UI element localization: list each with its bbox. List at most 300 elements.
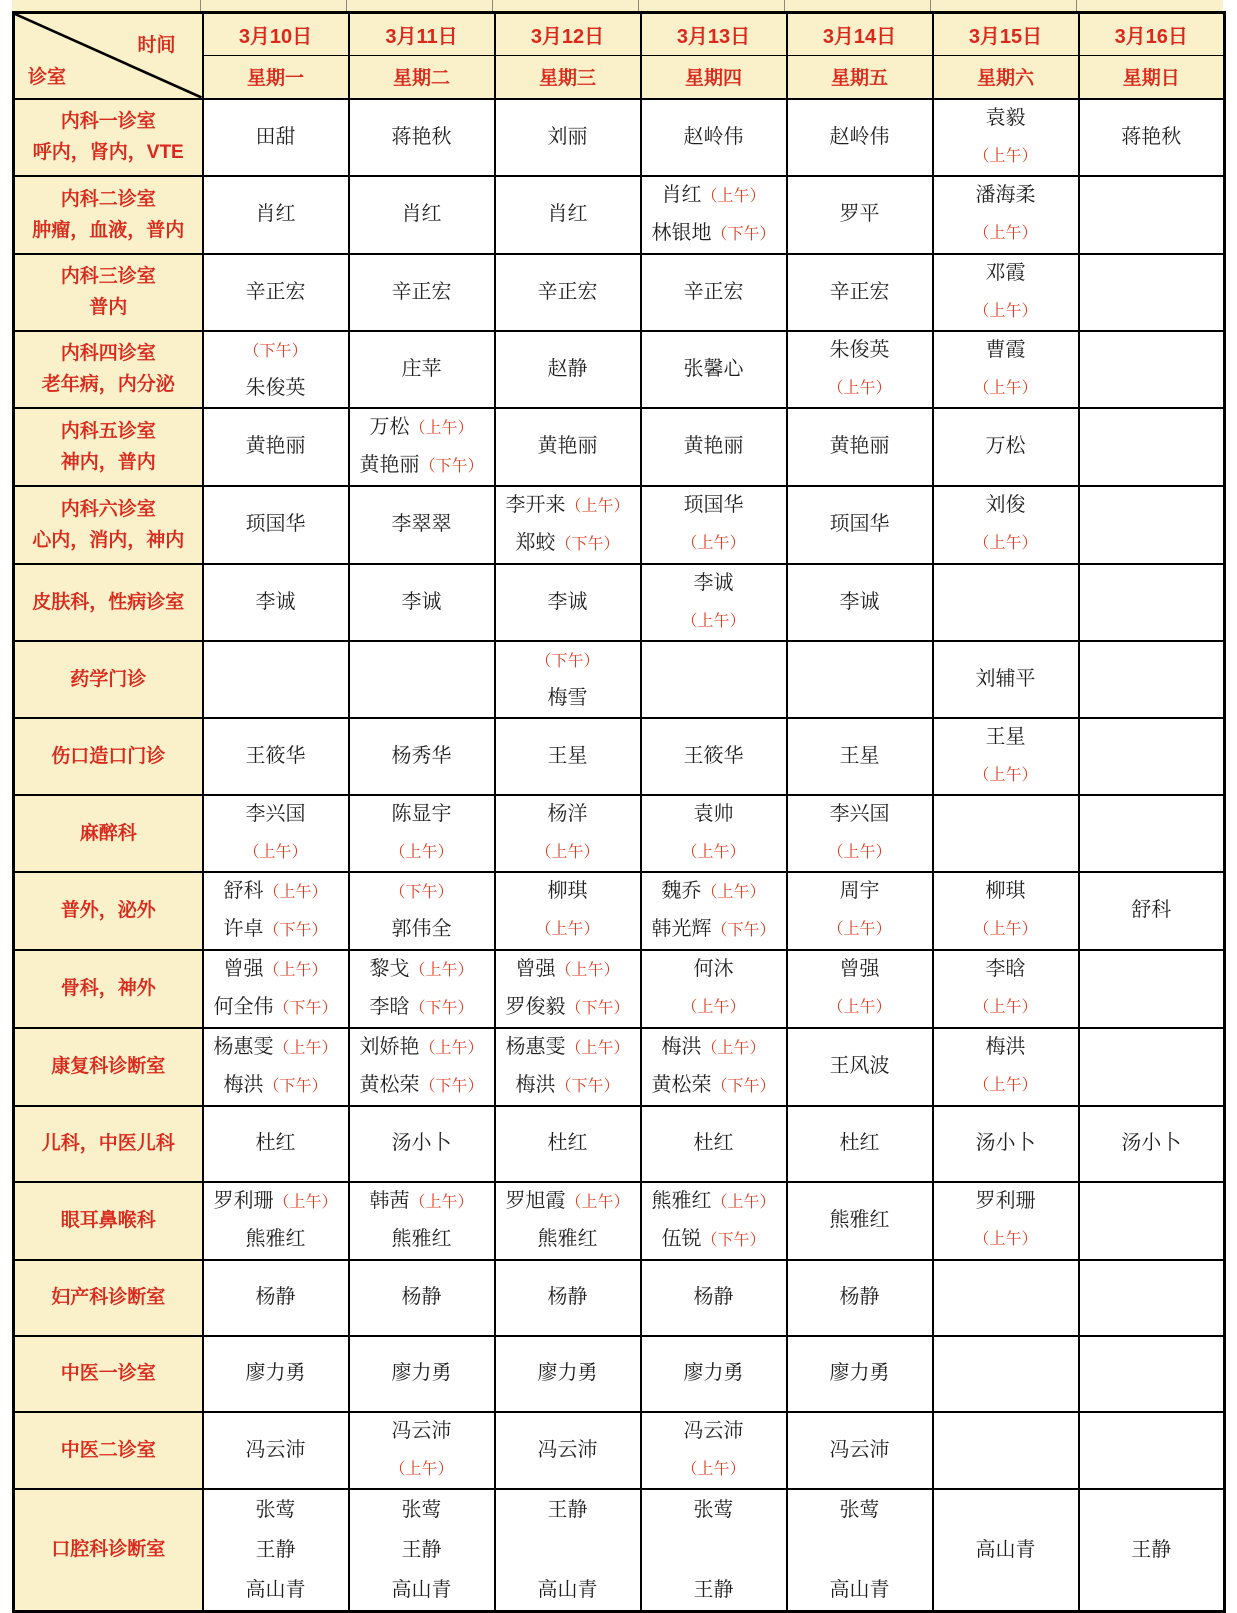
schedule-line	[204, 370, 348, 407]
schedule-line	[1080, 892, 1224, 929]
department-label: 眼耳鼻喉科	[60, 1210, 156, 1231]
schedule-line	[350, 1183, 494, 1221]
schedule-cell	[1079, 872, 1225, 950]
schedule-cell	[1079, 486, 1225, 564]
schedule-line	[350, 989, 494, 1027]
schedule-cell	[1079, 1028, 1225, 1106]
time-note: （上午）	[681, 535, 746, 552]
schedule-line	[788, 1279, 932, 1316]
doctor-name: 杨惠雯	[213, 1035, 274, 1058]
schedule-cell	[203, 486, 349, 564]
department-cell	[14, 950, 203, 1028]
doctor-name: 黄艳丽	[245, 435, 306, 457]
doctor-name: 王星	[839, 744, 880, 767]
schedule-cell	[787, 331, 933, 408]
doctor-name: 黄艳丽	[829, 435, 890, 457]
schedule-line	[350, 1067, 494, 1105]
schedule-cell	[787, 1028, 933, 1106]
doctor-name: 何沐	[693, 958, 734, 980]
schedule-cell	[641, 99, 787, 176]
schedule-line	[934, 661, 1078, 698]
schedule-line	[350, 506, 494, 543]
department-label: 中医一诊室	[60, 1363, 156, 1384]
schedule-line	[788, 428, 932, 465]
doctor-name: 李诚	[839, 590, 880, 613]
time-note: （上午）	[973, 766, 1038, 784]
schedule-line	[496, 1221, 640, 1258]
schedule-line	[204, 833, 348, 871]
schedule-cell	[1079, 254, 1225, 331]
table-body	[14, 99, 1225, 1612]
schedule-cell	[933, 795, 1079, 872]
doctor-name: 肖红	[547, 203, 588, 225]
schedule-cell	[641, 1412, 787, 1489]
schedule-line	[496, 1355, 640, 1392]
doctor-name: 王静	[693, 1578, 734, 1601]
schedule-line	[496, 351, 640, 388]
schedule-cell	[349, 99, 495, 176]
schedule-cell	[203, 331, 349, 408]
table-row	[14, 1260, 1225, 1336]
department-label: 伤口造口门诊	[51, 745, 166, 767]
schedule-cell	[495, 1412, 641, 1489]
schedule-cell	[495, 1260, 641, 1336]
doctor-name: 李诚	[255, 590, 296, 613]
schedule-line	[496, 680, 640, 717]
department-label: 内科二诊室	[60, 188, 156, 210]
schedule-line	[788, 988, 932, 1026]
department-cell	[14, 254, 203, 331]
schedule-cell	[787, 176, 933, 254]
schedule-cell	[495, 99, 641, 176]
time-note: （上午）	[409, 419, 474, 437]
schedule-cell	[495, 176, 641, 254]
department-cell	[14, 1260, 203, 1336]
weekday-header-3: 星期四	[641, 56, 787, 99]
schedule-cell	[349, 1489, 495, 1612]
time-note: （上午）	[973, 1077, 1038, 1094]
department-label: 心内，消内，神内	[32, 529, 185, 551]
schedule-cell	[1079, 718, 1225, 795]
table-row	[14, 331, 1225, 408]
doctor-name: 韩茜	[369, 1190, 410, 1212]
doctor-name: 罗利珊	[975, 1190, 1036, 1212]
schedule-line	[642, 487, 786, 524]
department-cell	[14, 486, 203, 564]
schedule-cell	[787, 1260, 933, 1336]
schedule-cell	[1079, 795, 1225, 872]
schedule-cell	[787, 795, 933, 872]
schedule-line	[350, 1221, 494, 1258]
department-cell	[14, 795, 203, 872]
doctor-name: 罗平	[839, 203, 880, 225]
schedule-line	[788, 1202, 932, 1239]
date-header-2: 3月12日	[495, 13, 641, 56]
schedule-line	[642, 602, 786, 640]
schedule-line	[350, 1279, 494, 1316]
schedule-cell	[641, 872, 787, 950]
doctor-name: 杨静	[547, 1286, 588, 1308]
doctor-name: 高山青	[975, 1538, 1036, 1561]
doctor-name: 李翠翠	[391, 513, 452, 535]
doctor-name: 赵静	[547, 357, 588, 380]
doctor-name: 高山青	[391, 1578, 452, 1601]
doctor-name: 王星	[985, 725, 1026, 748]
doctor-name: 辛正宏	[683, 280, 744, 303]
schedule-line	[350, 196, 494, 233]
table-row	[14, 564, 1225, 641]
schedule-line	[204, 1067, 348, 1105]
schedule-line	[496, 525, 640, 563]
schedule-line	[204, 873, 348, 911]
schedule-line	[496, 274, 640, 311]
schedule-line	[350, 351, 494, 388]
time-note: （下午）	[711, 225, 776, 243]
doctor-name: 刘俊	[985, 494, 1026, 516]
department-label: 老年病，内分泌	[41, 374, 175, 395]
schedule-cell	[1079, 1336, 1225, 1412]
schedule-cell	[641, 718, 787, 795]
doctor-name: 田甜	[255, 125, 296, 148]
doctor-name: 张莺	[255, 1498, 296, 1521]
department-label: 麻醉科	[79, 822, 137, 844]
doctor-name: 曾强	[223, 957, 264, 980]
schedule-cell	[1079, 1260, 1225, 1336]
schedule-line	[642, 873, 786, 911]
schedule-line	[642, 1413, 786, 1450]
schedule-cell	[787, 564, 933, 641]
doctor-name: 舒科	[223, 879, 264, 902]
date-header-4: 3月14日	[787, 13, 933, 56]
time-note: （上午）	[409, 961, 474, 979]
schedule-line	[934, 369, 1078, 407]
schedule-line	[496, 584, 640, 621]
doctor-name: 熊雅红	[537, 1228, 598, 1250]
doctor-name: 黄艳丽	[683, 435, 744, 457]
schedule-cell	[203, 1336, 349, 1412]
table-row	[14, 1412, 1225, 1489]
doctor-name: 曾强	[839, 958, 880, 980]
schedule-line	[788, 196, 932, 233]
doctor-name: 黄松荣	[651, 1073, 712, 1096]
time-note: （上午）	[973, 535, 1038, 552]
department-label: 内科六诊室	[60, 498, 156, 520]
schedule-line	[350, 833, 494, 871]
time-note: （上午）	[273, 1039, 338, 1057]
time-note: （上午）	[973, 999, 1038, 1016]
corner-label-time: 时间	[137, 35, 176, 56]
time-note: （上午）	[389, 843, 454, 861]
schedule-cell	[495, 950, 641, 1028]
schedule-line	[934, 1029, 1078, 1066]
department-label: 内科三诊室	[60, 266, 156, 287]
schedule-line	[788, 332, 932, 369]
cropped-row-sliver	[12, 0, 1225, 11]
time-note: （下午）	[555, 535, 620, 553]
schedule-line	[788, 1570, 932, 1610]
doctor-name: 柳琪	[985, 880, 1026, 902]
schedule-line	[496, 738, 640, 775]
doctor-name: 黎戈	[369, 957, 410, 980]
schedule-cell	[203, 1106, 349, 1182]
schedule-line	[934, 332, 1078, 369]
doctor-name: 杜红	[839, 1132, 880, 1154]
doctor-name: 陈显宇	[391, 802, 452, 825]
department-label: 神内，普内	[60, 451, 156, 473]
schedule-line	[496, 796, 640, 833]
schedule-cell	[1079, 1489, 1225, 1612]
doctor-name: 王筱华	[683, 744, 744, 767]
department-cell	[14, 1028, 203, 1106]
schedule-line	[204, 951, 348, 989]
department-cell	[14, 1106, 203, 1182]
time-note: （上午）	[565, 497, 630, 515]
table-row	[14, 795, 1225, 872]
schedule-line	[350, 911, 494, 948]
schedule-cell	[1079, 950, 1225, 1028]
time-note: （上午）	[243, 843, 308, 861]
doctor-name: 李晗	[985, 958, 1026, 980]
schedule-cell	[1079, 99, 1225, 176]
schedule-line	[934, 487, 1078, 524]
schedule-cell	[495, 872, 641, 950]
schedule-cell	[933, 718, 1079, 795]
department-cell	[14, 564, 203, 641]
schedule-line	[204, 274, 348, 311]
doctor-name: 蒋艳秋	[391, 125, 452, 148]
schedule-cell	[203, 99, 349, 176]
schedule-line	[204, 989, 348, 1027]
schedule-cell	[349, 486, 495, 564]
department-label: 中医二诊室	[60, 1439, 156, 1461]
schedule-line	[350, 119, 494, 156]
schedule-line	[204, 1279, 348, 1316]
doctor-name: 辛正宏	[537, 280, 598, 303]
department-label: 骨科，神外	[60, 978, 156, 999]
schedule-cell	[349, 718, 495, 795]
schedule-cell	[495, 1336, 641, 1412]
schedule-line	[350, 447, 494, 485]
schedule-cell	[1079, 641, 1225, 718]
time-note: （下午）	[263, 1077, 328, 1095]
schedule-line	[204, 428, 348, 465]
doctor-name: 熊雅红	[829, 1209, 890, 1231]
doctor-name: 梅洪	[661, 1035, 702, 1058]
schedule-line	[788, 274, 932, 311]
schedule-line	[204, 119, 348, 156]
schedule-cell	[349, 1260, 495, 1336]
schedule-cell	[349, 950, 495, 1028]
time-note: （下午）	[409, 999, 474, 1017]
schedule-line	[496, 951, 640, 989]
doctor-name: 王筱华	[245, 744, 306, 767]
doctor-name: 王静	[1131, 1538, 1172, 1561]
schedule-cell	[641, 486, 787, 564]
schedule-line	[204, 1355, 348, 1392]
schedule-cell	[495, 1106, 641, 1182]
doctor-name: 李兴国	[829, 802, 890, 825]
schedule-cell	[495, 408, 641, 486]
schedule-line	[642, 1183, 786, 1221]
schedule-line	[350, 1355, 494, 1392]
schedule-line	[204, 1490, 348, 1530]
schedule-cell	[1079, 1412, 1225, 1489]
doctor-name: 袁帅	[693, 802, 734, 825]
doctor-name: 潘海柔	[975, 184, 1036, 206]
table-header	[14, 13, 1225, 99]
schedule-line	[788, 1048, 932, 1085]
schedule-cell	[933, 641, 1079, 718]
schedule-cell	[349, 408, 495, 486]
schedule-line	[496, 873, 640, 910]
schedule-cell	[933, 486, 1079, 564]
time-note: （上午）	[681, 612, 746, 630]
schedule-line	[642, 119, 786, 156]
schedule-cell	[203, 950, 349, 1028]
schedule-cell	[787, 1182, 933, 1260]
schedule-cell	[933, 564, 1079, 641]
doctor-name: 王星	[547, 744, 588, 767]
schedule-line	[496, 1183, 640, 1221]
schedule-line	[204, 738, 348, 775]
schedule-line	[350, 738, 494, 775]
schedule-cell	[787, 1489, 933, 1612]
schedule-cell	[787, 1412, 933, 1489]
doctor-name: 周宇	[839, 880, 880, 902]
schedule-line	[642, 565, 786, 602]
date-header-1: 3月11日	[349, 13, 495, 56]
schedule-cell	[641, 950, 787, 1028]
schedule-line	[642, 524, 786, 562]
doctor-name: 高山青	[245, 1578, 306, 1601]
time-note: （下午）	[711, 921, 776, 939]
department-label: 皮肤科，性病诊室	[32, 591, 185, 613]
time-note: （上午）	[827, 379, 892, 397]
time-note: （下午）	[555, 1077, 620, 1095]
schedule-cell	[349, 254, 495, 331]
time-note: （上午）	[389, 1460, 454, 1478]
schedule-cell	[933, 1260, 1079, 1336]
schedule-cell	[349, 1182, 495, 1260]
schedule-cell	[641, 564, 787, 641]
doctor-name: 韩光辉	[651, 917, 712, 940]
schedule-cell	[1079, 564, 1225, 641]
schedule-line	[788, 1432, 932, 1469]
schedule-cell	[1079, 331, 1225, 408]
schedule-cell	[349, 1106, 495, 1182]
schedule-cell	[641, 1260, 787, 1336]
doctor-name: 汤小卜	[391, 1132, 452, 1154]
doctor-name: 杨静	[255, 1286, 296, 1308]
time-note: （上午）	[973, 147, 1038, 165]
schedule-cell	[787, 872, 933, 950]
schedule-line	[788, 584, 932, 621]
department-cell	[14, 99, 203, 176]
doctor-name: 庄苹	[401, 357, 442, 380]
doctor-name: 刘娇艳	[359, 1035, 420, 1058]
doctor-name: 张莺	[839, 1498, 880, 1521]
schedule-line	[496, 1432, 640, 1469]
time-note: （上午）	[827, 843, 892, 861]
time-note: （下午）	[263, 921, 328, 939]
schedule-cell	[641, 408, 787, 486]
schedule-line	[204, 196, 348, 233]
doctor-name: 梅洪	[223, 1073, 264, 1096]
schedule-line	[496, 1125, 640, 1162]
schedule-cell	[495, 795, 641, 872]
table-row	[14, 1106, 1225, 1182]
schedule-line	[934, 719, 1078, 756]
doctor-name: 李诚	[693, 571, 734, 594]
doctor-name: 罗利珊	[213, 1190, 274, 1212]
schedule-cell	[641, 641, 787, 718]
doctor-name: 伍锐	[661, 1227, 702, 1250]
doctor-name: 李诚	[401, 590, 442, 613]
doctor-name: 汤小卜	[975, 1132, 1036, 1154]
schedule-cell	[787, 99, 933, 176]
schedule-line	[350, 951, 494, 989]
department-cell	[14, 872, 203, 950]
department-cell	[14, 1182, 203, 1260]
doctor-name: 冯云沛	[391, 1419, 452, 1442]
weekday-header-6: 星期日	[1079, 56, 1225, 99]
schedule-line	[350, 1490, 494, 1530]
schedule-line	[350, 409, 494, 447]
time-note: （下午）	[243, 342, 308, 360]
time-note: （下午）	[419, 1077, 484, 1095]
schedule-line	[642, 274, 786, 311]
schedule-line	[496, 487, 640, 525]
doctor-name: 梅洪	[985, 1036, 1026, 1058]
schedule-cell	[641, 795, 787, 872]
doctor-name: 许卓	[223, 917, 264, 940]
schedule-line	[788, 910, 932, 948]
schedule-cell	[933, 1182, 1079, 1260]
schedule-cell	[933, 872, 1079, 950]
doctor-name: 柳琪	[547, 880, 588, 902]
schedule-line	[934, 292, 1078, 330]
schedule-cell	[641, 1182, 787, 1260]
department-label: 儿科，中医儿科	[41, 1133, 175, 1154]
doctor-name: 赵岭伟	[829, 125, 890, 148]
schedule-cell	[495, 1489, 641, 1612]
outpatient-schedule-table	[12, 11, 1226, 1613]
schedule-cell	[787, 254, 933, 331]
department-label: 普内	[89, 297, 128, 318]
doctor-name: 肖红	[255, 203, 296, 225]
date-header-6: 3月16日	[1079, 13, 1225, 56]
schedule-line	[496, 642, 640, 680]
doctor-name: 魏乔	[661, 879, 702, 902]
schedule-cell	[203, 1028, 349, 1106]
schedule-line	[788, 738, 932, 775]
department-label: 口腔科诊断室	[51, 1539, 166, 1560]
doctor-name: 廖力勇	[391, 1362, 452, 1384]
doctor-name: 杜红	[693, 1132, 734, 1154]
schedule-line	[642, 1067, 786, 1105]
schedule-line	[204, 1530, 348, 1570]
doctor-name: 舒科	[1131, 899, 1172, 921]
doctor-name: 熊雅红	[245, 1228, 306, 1250]
weekday-header-0: 星期一	[203, 56, 349, 99]
schedule-line	[496, 833, 640, 871]
schedule-cell	[933, 99, 1079, 176]
schedule-cell	[933, 331, 1079, 408]
doctor-name: 辛正宏	[391, 280, 452, 303]
schedule-line	[1080, 119, 1224, 156]
schedule-line	[642, 1570, 786, 1610]
schedule-cell	[933, 1028, 1079, 1106]
